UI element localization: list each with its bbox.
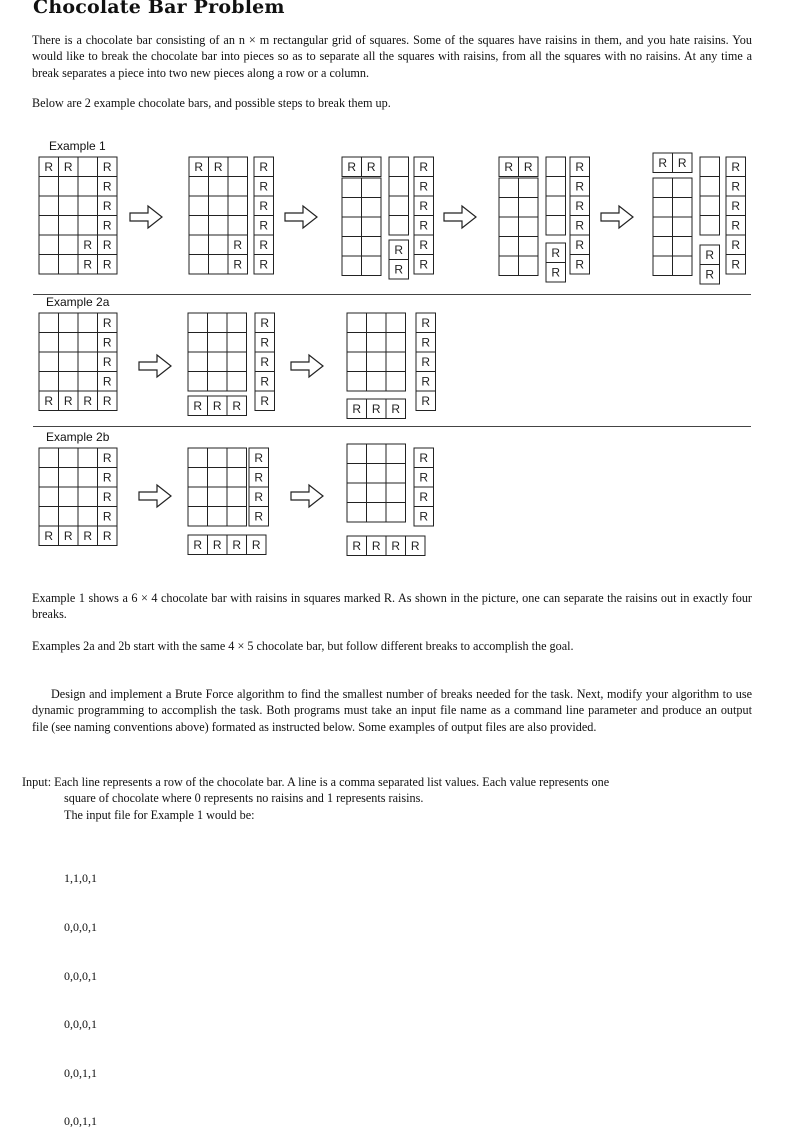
input-row: 0,0,0,1 (64, 1017, 97, 1032)
raisin-mark: R (102, 374, 112, 389)
input-row: 0,0,1,1 (64, 1065, 97, 1080)
input-row: 0,0,0,1 (64, 920, 97, 935)
raisin-mark: R (254, 470, 264, 485)
raisin-mark: R (731, 237, 741, 252)
page-title: Chocolate Bar Problem (33, 0, 285, 18)
input-row: 1,1,0,1 (64, 871, 97, 886)
raisin-mark: R (731, 218, 741, 233)
raisin-mark: R (421, 374, 431, 389)
raisin-mark: R (259, 257, 269, 272)
raisin-mark: R (102, 509, 112, 524)
raisin-mark: R (410, 538, 420, 553)
raisin-mark: R (193, 398, 203, 413)
raisin-mark: R (102, 470, 112, 485)
raisin-mark: R (523, 159, 533, 174)
raisin-mark: R (83, 528, 93, 543)
arrow-right-icon (130, 206, 162, 228)
raisin-mark: R (575, 198, 585, 213)
raisin-mark: R (102, 315, 112, 330)
example-2a-label: Example 2a (46, 295, 110, 309)
raisin-mark: R (421, 354, 431, 369)
raisin-mark: R (394, 242, 404, 257)
raisin-mark: R (212, 537, 222, 552)
arrow-right-icon (291, 355, 323, 377)
raisin-mark: R (260, 354, 270, 369)
raisin-mark: R (102, 198, 112, 213)
raisin-mark: R (551, 245, 561, 260)
raisin-mark: R (233, 257, 243, 272)
raisin-mark: R (232, 398, 242, 413)
raisin-mark: R (63, 528, 73, 543)
input-row: 0,0,0,1 (64, 968, 97, 983)
raisin-mark: R (44, 393, 54, 408)
arrow-right-icon (285, 206, 317, 228)
arrow-right-icon (444, 206, 476, 228)
raisin-mark: R (83, 237, 93, 252)
raisin-mark: R (260, 393, 270, 408)
raisin-mark: R (102, 335, 112, 350)
raisin-mark: R (575, 257, 585, 272)
input-line-2: square of chocolate where 0 represents no raisins and 1 represents raisins. (64, 791, 424, 806)
raisin-mark: R (102, 450, 112, 465)
raisin-mark: R (419, 470, 429, 485)
raisin-mark: R (575, 237, 585, 252)
example-2-explanation: Examples 2a and 2b start with the same 4 × 5 chocolate bar, but follow different breaks to accomplish the goal. (32, 639, 574, 653)
raisin-mark: R (419, 218, 429, 233)
raisin-mark: R (259, 237, 269, 252)
raisin-mark: R (194, 159, 204, 174)
input-description (22, 774, 752, 823)
separator-2 (33, 426, 751, 427)
raisin-mark: R (233, 237, 243, 252)
separator-1 (33, 294, 751, 295)
raisin-mark: R (366, 159, 376, 174)
raisin-mark: R (419, 198, 429, 213)
intro-paragraph: There is a chocolate bar consisting of an n × m rectangular grid of squares. Some of the squares have raisins in them, and you hate raisins. You would like to break the chocolate bar into pieces so as to separate all the squares with raisins, from all the squares with no raisins. At any time a break separates a piece into two new pieces along a row or a column. (32, 33, 752, 80)
raisin-mark: R (254, 450, 264, 465)
input-row: 0,0,1,1 (64, 1114, 97, 1129)
arrow-right-icon (601, 206, 633, 228)
input-line-1: Input: Each line represents a row of the chocolate bar. A line is a comma separated list values. Each value represents one (22, 775, 610, 789)
raisin-mark: R (193, 537, 203, 552)
raisin-mark: R (347, 159, 357, 174)
chocolate-bar-figure (0, 0, 789, 570)
raisin-mark: R (102, 237, 112, 252)
raisin-mark: R (551, 265, 561, 280)
raisin-mark: R (731, 159, 741, 174)
arrow-right-icon (139, 485, 171, 507)
raisin-mark: R (83, 257, 93, 272)
raisin-mark: R (419, 237, 429, 252)
raisin-mark: R (254, 509, 264, 524)
raisin-mark: R (102, 159, 112, 174)
raisin-mark: R (260, 374, 270, 389)
raisin-mark: R (102, 528, 112, 543)
raisin-mark: R (63, 159, 73, 174)
raisin-mark: R (260, 335, 270, 350)
raisin-mark: R (419, 159, 429, 174)
example-input-file (64, 838, 97, 1146)
raisin-mark: R (260, 315, 270, 330)
raisin-mark: R (394, 262, 404, 277)
raisin-mark: R (102, 489, 112, 504)
raisin-mark: R (44, 528, 54, 543)
input-line-3: The input file for Example 1 would be: (64, 807, 255, 822)
raisin-mark: R (259, 218, 269, 233)
raisin-mark: R (352, 538, 362, 553)
arrow-right-icon (291, 485, 323, 507)
raisin-mark: R (102, 257, 112, 272)
raisin-mark: R (232, 537, 242, 552)
raisin-mark: R (259, 179, 269, 194)
raisin-mark: R (63, 393, 73, 408)
raisin-mark: R (102, 354, 112, 369)
raisin-mark: R (705, 267, 715, 282)
raisin-mark: R (421, 393, 431, 408)
raisin-mark: R (419, 257, 429, 272)
raisin-mark: R (677, 155, 687, 170)
raisin-mark: R (212, 398, 222, 413)
raisin-mark: R (391, 401, 401, 416)
raisin-mark: R (251, 537, 261, 552)
raisin-mark: R (658, 155, 668, 170)
raisin-mark: R (421, 335, 431, 350)
raisin-mark: R (371, 538, 381, 553)
raisin-mark: R (259, 159, 269, 174)
raisin-mark: R (705, 247, 715, 262)
raisin-mark: R (102, 218, 112, 233)
raisin-mark: R (421, 315, 431, 330)
raisin-mark: R (419, 509, 429, 524)
arrow-right-icon (139, 355, 171, 377)
raisin-mark: R (419, 450, 429, 465)
raisin-mark: R (575, 159, 585, 174)
raisin-mark: R (213, 159, 223, 174)
raisin-mark: R (83, 393, 93, 408)
example-1-label: Example 1 (49, 139, 106, 153)
raisin-mark: R (504, 159, 514, 174)
raisin-mark: R (731, 179, 741, 194)
raisin-mark: R (731, 257, 741, 272)
raisin-mark: R (254, 489, 264, 504)
raisin-mark: R (575, 179, 585, 194)
raisin-mark: R (575, 218, 585, 233)
raisin-mark: R (391, 538, 401, 553)
raisin-mark: R (731, 198, 741, 213)
raisin-mark: R (419, 489, 429, 504)
example-2b-label: Example 2b (46, 430, 110, 444)
raisin-mark: R (371, 401, 381, 416)
raisin-mark: R (44, 159, 54, 174)
example-1-explanation: Example 1 shows a 6 × 4 chocolate bar with raisins in squares marked R. As shown in the picture, one can separate the raisins out in exactly four breaks. (32, 591, 752, 622)
design-paragraph: Design and implement a Brute Force algorithm to find the smallest number of breaks needed for the task. Next, modify your algorithm to use dynamic programming to accomplish the task. Both programs must take an input file name as a command line parameter and produce an output file (see naming conventions above) formated as instructed below. Some examples of output files are also provided. (32, 687, 752, 734)
raisin-mark: R (102, 179, 112, 194)
raisin-mark: R (352, 401, 362, 416)
examples-intro: Below are 2 example chocolate bars, and possible steps to break them up. (32, 96, 391, 110)
raisin-mark: R (259, 198, 269, 213)
raisin-mark: R (102, 393, 112, 408)
raisin-mark: R (419, 179, 429, 194)
